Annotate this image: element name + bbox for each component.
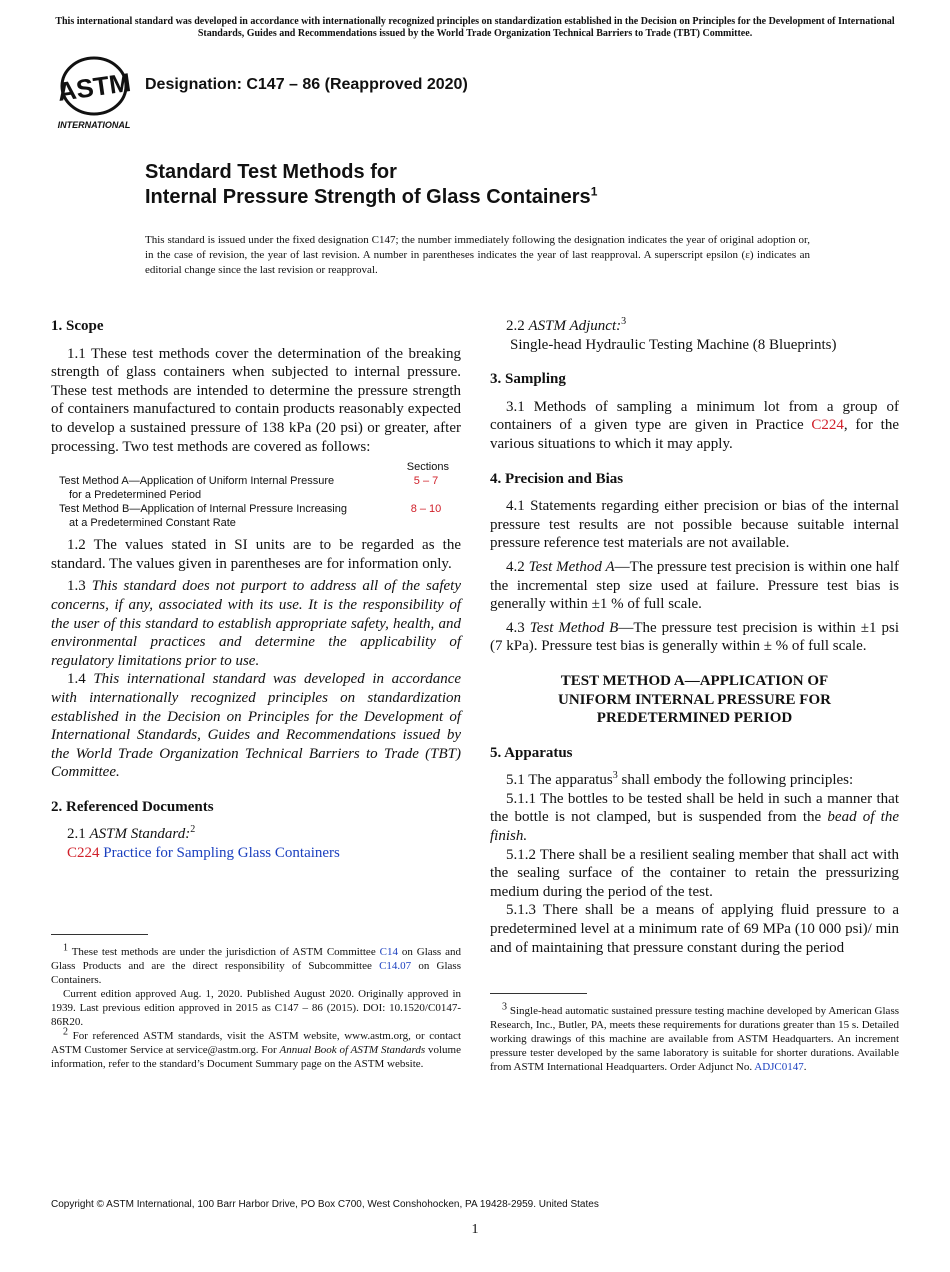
footnotes-left (51, 942, 461, 1071)
para-4-2: 4.2 Test Method A—The pressure test precision is within one half the incremental step size used at failure. Pressure test bias is generally within ±1 % of full scale. (490, 558, 900, 613)
para-2-2: 2.2 ASTM Adjunct:$^3$ (506, 316, 627, 334)
table-row: Test Method B—Application of Internal Pressure Increasing at a Predetermined Constant Rate 8 – 10 (51, 502, 461, 530)
svg-text:ASTM: ASTM (55, 67, 133, 107)
para-5-1-2: 5.1.2 There shall be a resilient sealing member that shall act with the sealing surface of the container to retain the pressurizing medium during the period of the test. (490, 846, 899, 900)
para-5-1-3: 5.1.3 There shall be a means of applying fluid pressure to a predetermined level at a minimum rate of 69 MPa (10 000 psi)/ min and of maintaining that pressure constant during the period (490, 902, 899, 956)
title-footnote-ref: 1 (590, 184, 598, 199)
copyright-footer: Copyright © ASTM International, 100 Barr Harbor Drive, PO Box C700, West Conshohocken, PA 19428-2959. United States (51, 1199, 599, 1210)
adjunct-item: Single-head Hydraulic Testing Machine (8 Blueprints) (510, 336, 837, 353)
para-5-1-1: 5.1.1 The bottles to be tested shall be held in such a manner that the bottle is not clamped, but is suspended from the bead of the finish. (490, 790, 899, 845)
header-notice: This international standard was developed in accordance with internationally recognized principles on standardization established in the Decision on Principles for the Development of International Standards, Guides and Recommendations issued by the World Trade Organization Technical Barriers to Trade (TBT) Committee. (55, 16, 895, 39)
footnote-divider (490, 993, 587, 994)
footnote-2: $^2$ For referenced ASTM standards, visit the ASTM website, www.astm.org, or contact ASTM Customer Service at service@astm.org. For Annual Book of ASTM Standards volume information, refer to the standard’s Document Summary page on the ASTM website. (51, 1026, 461, 1070)
para-1-2: 1.2 The values stated in SI units are to be regarded as the standard. The values given in parentheses are for information only. (51, 537, 461, 572)
para-1-4: 1.4 This international standard was developed in accordance with internationally recognized principles on standardization established in the Decision on Principles for the Development of International Standards, Guides and Recommendations issued by the World Trade Organization Technical Barriers to Trade (TBT) Committee. (51, 671, 462, 781)
para-1-1: 1.1 These test methods cover the determination of the breaking strength of glass containers when subjected to internal pressure. These test methods are intended to determine the pressure strength of containers manufactured to contain products reasonably expected to develop a sustained pressure of 138 kPa (20 psi) or greater, after processing. Two test methods are covered as follows: (51, 345, 461, 455)
footnote-divider (51, 934, 148, 935)
section-heading-apparatus: 5. Apparatus (490, 744, 573, 761)
svg-text:INTERNATIONAL: INTERNATIONAL (57, 120, 131, 130)
adjc0147-link[interactable]: ADJC0147 (754, 1061, 804, 1073)
sections-header: Sections (406, 461, 449, 474)
document-title (145, 160, 597, 210)
para-4-1: 4.1 Statements regarding either precision or bias of the internal pressure test results are not possible because suitable internal pressure reference test materials are not available. (490, 498, 899, 552)
c224-link[interactable]: C224 (67, 845, 100, 862)
section-heading-scope: 1. Scope (51, 318, 104, 334)
c14-07-link[interactable]: C14.07 (379, 960, 412, 972)
footnote-3: $^3$ Single-head automatic sustained pressure testing machine developed by American Glass Research, Inc., Butler, PA, meets these requirements for durations greater than 15 s. Detailed working drawings of this machine are available from ASTM Headquarters. An increment pressure tester developed by the same laboratory is suitable for shorter durations. Available from ASTM International Headquarters. Order Adjunct No. ADJC0147. (490, 1001, 899, 1073)
issued-note: This standard is issued under the fixed designation C147; the number immediately following the designation indicates the year of original adoption or, in the case of revision, the year of last revision. A number in parentheses indicates the year of last reapproval. A superscript epsilon (ε) indicates an editorial change since the last revision or reapproval. (145, 234, 810, 276)
right-column (490, 317, 899, 957)
page-number: 1 (471, 1222, 479, 1237)
section-heading-precision: 4. Precision and Bias (490, 470, 624, 487)
c224-title-link[interactable]: Practice for Sampling Glass Containers (103, 845, 340, 862)
title-line-1: Standard Test Methods for (145, 161, 397, 183)
section-heading-referenced: 2. Referenced Documents (51, 798, 214, 815)
left-column (51, 317, 461, 863)
title-line-2: Internal Pressure Strength of Glass Containers$^1$ (145, 184, 598, 208)
para-3-1: 3.1 Methods of sampling a minimum lot from a group of containers of a given type are given in Practice C224, for the various situations to which it may apply. (490, 398, 899, 452)
astm-logo (52, 56, 136, 132)
section-heading-sampling: 3. Sampling (490, 371, 566, 388)
para-4-3: 4.3 Test Method B—The pressure test precision is within ±1 psi (7 kPa). Pressure test bias is generally within ± % of full scale. (490, 619, 899, 655)
footnotes-right (490, 1001, 899, 1074)
c14-link[interactable]: C14 (379, 946, 398, 958)
para-5-1: 5.1 The apparatus$^3$ shall embody the following principles: (506, 770, 854, 789)
para-2-1: 2.1 ASTM Standard:$^2$ (67, 824, 196, 843)
sections-link[interactable]: 8 – 10 (410, 503, 442, 516)
footnote-1-edition: Current edition approved Aug. 1, 2020. Published August 2020. Originally approved in 1939. Last previous edition approved in 2015 as C147 – 86 (2015). DOI: 10.1520/C0147-86R20. (51, 988, 461, 1028)
sections-table (51, 460, 461, 530)
para-1-3: 1.3 This standard does not purport to address all of the safety concerns, if any, associated with its use. It is the responsibility of the user of this standard to establish appropriate safety, health, and environmental practices and determine the applicability of regulatory limitations prior to use. (51, 578, 462, 669)
c224-link[interactable]: C224 (811, 417, 844, 434)
designation: Designation: C147 – 86 (Reapproved 2020) (145, 76, 468, 93)
sections-link[interactable]: 5 – 7 (413, 475, 439, 488)
method-a-heading: TEST METHOD A—APPLICATION OF UNIFORM INTERNAL PRESSURE FOR PREDETERMINED PERIOD (558, 672, 831, 727)
reference-c224 (51, 844, 461, 863)
footnote-1: $^1$ These test methods are under the jurisdiction of ASTM Committee C14 on Glass and Glass Products and are the direct responsibility of Subcommittee C14.07 on Glass Containers. (51, 942, 461, 986)
table-row: Test Method A—Application of Uniform Internal Pressure for a Predetermined Period 5 – 7 (51, 474, 461, 502)
